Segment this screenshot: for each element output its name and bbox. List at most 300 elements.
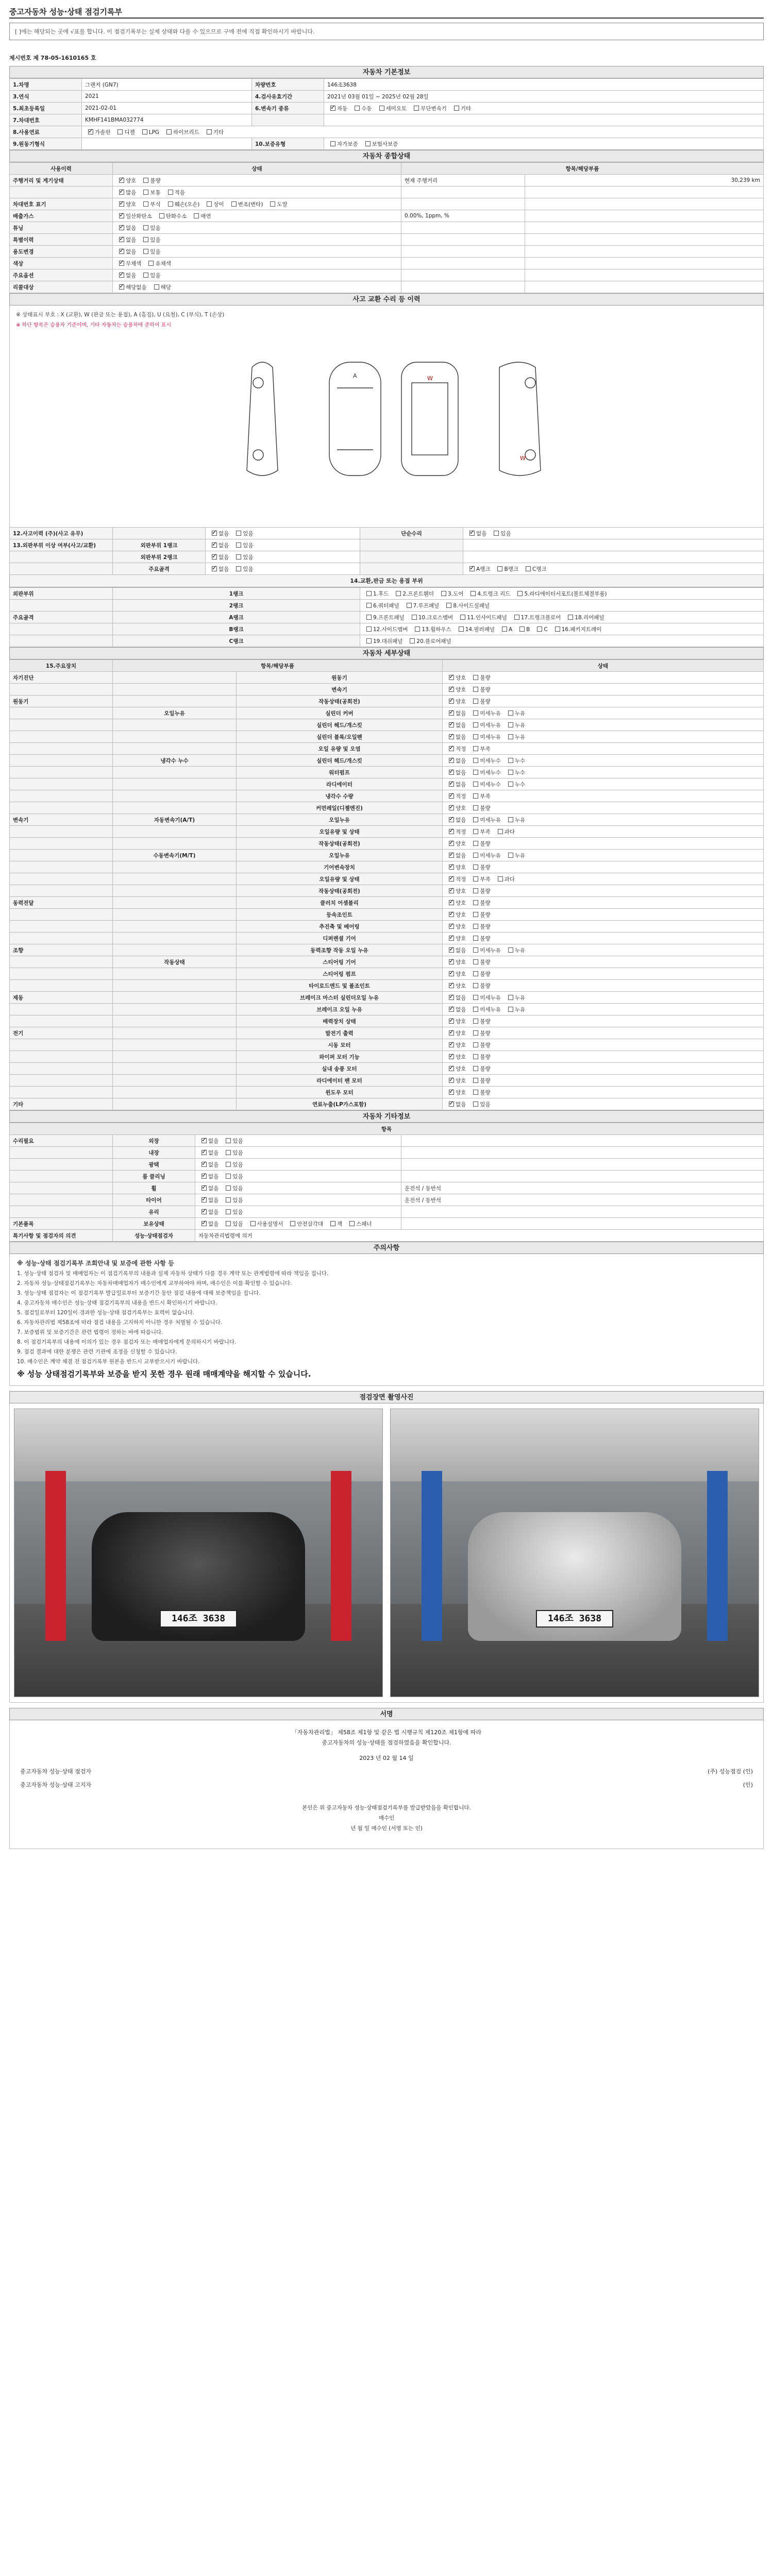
general-detail (401, 234, 525, 246)
checkbox[interactable] (473, 1007, 478, 1012)
option-label: 과다 (504, 828, 515, 835)
checkbox[interactable] (473, 947, 478, 953)
checkbox[interactable] (366, 591, 372, 596)
checkbox[interactable] (449, 947, 454, 953)
detail-item: 스티어링 기어 (237, 956, 443, 968)
checkbox[interactable] (568, 615, 573, 620)
checkbox[interactable] (460, 615, 465, 620)
option-label: 부식 (150, 201, 161, 208)
checkbox[interactable] (449, 888, 454, 893)
option-label: 양호 (456, 1077, 466, 1084)
detail-item: 배력장치 상태 (237, 1015, 443, 1027)
checkbox[interactable] (236, 531, 241, 536)
checkbox[interactable] (449, 1101, 454, 1107)
checkbox[interactable] (514, 615, 519, 620)
checkbox[interactable] (168, 201, 173, 207)
checkbox[interactable] (473, 1090, 478, 1095)
checkbox[interactable] (119, 249, 124, 254)
checkbox[interactable] (449, 841, 454, 846)
option-label: 양호 (456, 1042, 466, 1048)
basic-label-1: 9.원동기형식 (10, 138, 82, 150)
detail-row (10, 1063, 764, 1075)
detail-row (10, 1075, 764, 1087)
checkbox[interactable] (473, 841, 478, 846)
checkbox[interactable] (449, 817, 454, 822)
detail-row (10, 968, 764, 980)
parts-group: 주요골격 (10, 612, 113, 623)
checkbox[interactable] (143, 249, 148, 254)
car-outline-diagram (231, 352, 561, 486)
detail-options (443, 1075, 764, 1087)
checkbox[interactable] (166, 129, 172, 134)
checkbox[interactable] (201, 1209, 207, 1214)
detail-sub (113, 897, 237, 909)
checkbox[interactable] (473, 1101, 478, 1107)
sign-notifier-name[interactable]: (인) (743, 1782, 753, 1788)
detail-options (443, 684, 764, 696)
option-label: 많음 (126, 189, 137, 196)
checkbox[interactable] (119, 178, 124, 183)
checkbox[interactable] (119, 190, 124, 195)
checkbox[interactable] (519, 626, 525, 632)
checkbox[interactable] (148, 261, 154, 266)
checkbox[interactable] (449, 995, 454, 1000)
detail-item: 와이퍼 모터 기능 (237, 1051, 443, 1063)
option-label: 없음 (208, 1138, 219, 1144)
checkbox[interactable] (497, 566, 502, 571)
checkbox[interactable] (226, 1209, 231, 1214)
checkbox[interactable] (212, 554, 217, 560)
checkbox[interactable] (379, 106, 384, 111)
detail-sub (113, 1015, 237, 1027)
sign-line-5[interactable]: 년 월 일 매수인 (서명 또는 인) (350, 1825, 423, 1832)
detail-item: 윈도우 모터 (237, 1087, 443, 1098)
option-label: 매연 (200, 213, 211, 219)
checkbox[interactable] (454, 106, 459, 111)
option-label: 스패너 (356, 1221, 372, 1227)
special-notes-inspector: 성능·상태점검자 (113, 1230, 195, 1242)
parts-row (10, 635, 764, 647)
option-label: 누유 (514, 852, 526, 859)
checkbox[interactable] (473, 722, 478, 727)
sign-inspector-name[interactable]: (주) 성능점검 (인) (708, 1768, 753, 1775)
checkbox[interactable] (473, 1066, 478, 1071)
checkbox[interactable] (366, 603, 372, 608)
checkbox[interactable] (473, 888, 478, 893)
damage-sub: 외판부위 2랭크 (113, 551, 206, 563)
checkbox[interactable] (226, 1138, 231, 1143)
checkbox[interactable] (473, 699, 478, 704)
checkbox[interactable] (473, 1078, 478, 1083)
checkbox[interactable] (415, 626, 420, 632)
checkbox[interactable] (449, 770, 454, 775)
checkbox[interactable] (449, 1090, 454, 1095)
checkbox[interactable] (449, 805, 454, 810)
checkbox[interactable] (469, 566, 475, 571)
parts-row (10, 600, 764, 612)
checkbox[interactable] (207, 129, 212, 134)
checkbox[interactable] (473, 710, 478, 716)
checkbox[interactable] (526, 566, 531, 571)
checkbox[interactable] (473, 770, 478, 775)
checkbox[interactable] (449, 1007, 454, 1012)
checkbox[interactable] (143, 273, 148, 278)
checkbox[interactable] (449, 912, 454, 917)
damage-r-label (360, 551, 463, 563)
detail-item: 오일유량 및 상태 (237, 826, 443, 838)
checkbox[interactable] (154, 284, 159, 290)
header-detail-item: 항목/해당부품 (113, 660, 443, 672)
checkbox[interactable] (201, 1185, 207, 1191)
checkbox[interactable] (441, 591, 446, 596)
option-label: 누수 (514, 769, 526, 776)
checkbox[interactable] (469, 531, 475, 536)
checkbox[interactable] (508, 853, 513, 858)
detail-item: 오일누유 (237, 850, 443, 861)
checkbox[interactable] (473, 1019, 478, 1024)
option-label: 11.인사이드패널 (467, 614, 507, 621)
checkbox[interactable] (473, 995, 478, 1000)
checkbox[interactable] (412, 615, 417, 620)
checkbox[interactable] (355, 106, 360, 111)
checkbox[interactable] (508, 734, 513, 739)
checkbox[interactable] (473, 1030, 478, 1036)
checkbox[interactable] (473, 900, 478, 905)
detail-item: 추진축 및 베어링 (237, 921, 443, 933)
checkbox[interactable] (473, 971, 478, 976)
checkbox[interactable] (201, 1150, 207, 1155)
checkbox[interactable] (473, 793, 478, 799)
checkbox[interactable] (212, 531, 217, 536)
checkbox[interactable] (449, 971, 454, 976)
checkbox[interactable] (207, 201, 212, 207)
accident-history-table (9, 527, 764, 575)
checkbox[interactable] (449, 734, 454, 739)
general-detail (401, 198, 525, 210)
general-options (113, 210, 401, 222)
checkbox[interactable] (473, 687, 478, 692)
detail-sub (113, 1098, 237, 1110)
checkbox[interactable] (449, 829, 454, 834)
detail-group: 전기 (10, 1027, 113, 1039)
checkbox[interactable] (226, 1174, 231, 1179)
checkbox[interactable] (449, 1030, 454, 1036)
checkbox[interactable] (446, 603, 451, 608)
damage-row (10, 539, 764, 551)
checkbox[interactable] (159, 213, 164, 218)
option-label: 있음 (232, 1149, 243, 1156)
checkbox[interactable] (508, 995, 513, 1000)
checkbox[interactable] (449, 793, 454, 799)
checkbox[interactable] (290, 1221, 295, 1226)
checkbox[interactable] (449, 782, 454, 787)
checkbox[interactable] (226, 1197, 231, 1202)
detail-row (10, 885, 764, 897)
checkbox[interactable] (119, 261, 124, 266)
detail-item: 원동기 (237, 672, 443, 684)
detail-group (10, 921, 113, 933)
checkbox[interactable] (473, 817, 478, 822)
checkbox[interactable] (555, 626, 560, 632)
checkbox[interactable] (201, 1197, 207, 1202)
option-label: 적정 (456, 793, 466, 800)
notes-head: ※ 성능·상태 점검기록부 조회안내 및 보증에 관한 사항 등 (17, 1260, 174, 1267)
checkbox[interactable] (498, 829, 503, 834)
detail-options (443, 980, 764, 992)
notice-box: [ ]에는 해당되는 곳에 √표를 합니다. 이 점검기록부는 실제 상태와 다를 수 있으므로 구매 전에 직접 확인하시기 바랍니다. (9, 23, 764, 40)
checkbox[interactable] (231, 201, 237, 207)
checkbox[interactable] (201, 1162, 207, 1167)
option-label: 불량 (480, 805, 491, 811)
checkbox[interactable] (459, 626, 464, 632)
checkbox[interactable] (349, 1221, 355, 1226)
detail-group: 자기진단 (10, 672, 113, 684)
checkbox[interactable] (473, 865, 478, 870)
checkbox[interactable] (449, 722, 454, 727)
checkbox[interactable] (201, 1174, 207, 1179)
fuel-options (82, 126, 764, 138)
general-value (525, 246, 764, 258)
general-value (525, 187, 764, 198)
general-options (113, 258, 401, 269)
checkbox[interactable] (449, 699, 454, 704)
checkbox[interactable] (143, 178, 148, 183)
general-row (10, 281, 764, 293)
general-value: 30,239 km (525, 175, 764, 187)
detail-row (10, 814, 764, 826)
checkbox[interactable] (508, 817, 513, 822)
checkbox[interactable] (473, 983, 478, 988)
checkbox[interactable] (201, 1138, 207, 1143)
detail-options (443, 897, 764, 909)
option-label: 양호 (456, 1054, 466, 1060)
checkbox[interactable] (449, 675, 454, 680)
document-title: 중고자동차 성능·상태 점검기록부 (9, 7, 123, 16)
checkbox[interactable] (517, 591, 523, 596)
sign-line-1: 「자동차관리법」 제58조 제1항 및 같은 법 시행규칙 제120조 제1항에 따라 (291, 1729, 482, 1736)
checkbox[interactable] (473, 912, 478, 917)
general-label (10, 187, 113, 198)
checkbox[interactable] (226, 1150, 231, 1155)
checkbox[interactable] (449, 1019, 454, 1024)
detail-options (443, 696, 764, 707)
option-label: 불량 (480, 923, 491, 930)
checkbox[interactable] (143, 225, 148, 230)
option-label: 없음 (219, 554, 229, 561)
checkbox[interactable] (473, 734, 478, 739)
checkbox[interactable] (143, 237, 148, 242)
option-label: 누수 (514, 781, 526, 788)
checkbox[interactable] (119, 284, 124, 290)
checkbox[interactable] (449, 710, 454, 716)
detail-group (10, 767, 113, 778)
checkbox[interactable] (449, 900, 454, 905)
detail-options (443, 826, 764, 838)
checkbox[interactable] (508, 758, 513, 763)
checkbox[interactable] (473, 805, 478, 810)
option-label: 자동 (337, 105, 348, 112)
checkbox[interactable] (508, 722, 513, 727)
general-detail (401, 281, 525, 293)
checkbox[interactable] (407, 603, 412, 608)
checkbox[interactable] (473, 876, 478, 882)
checkbox[interactable] (212, 543, 217, 548)
checkbox[interactable] (143, 190, 148, 195)
general-options (113, 269, 401, 281)
checkbox[interactable] (473, 758, 478, 763)
checkbox[interactable] (142, 129, 147, 134)
checkbox[interactable] (494, 531, 499, 536)
other-row (10, 1194, 764, 1206)
checkbox[interactable] (88, 129, 93, 134)
detail-sub (113, 802, 237, 814)
option-label: 미세누유 (480, 947, 501, 954)
option-label: 불량 (480, 911, 491, 918)
detail-options (443, 944, 764, 956)
option-label: 양호 (456, 971, 466, 977)
checkbox[interactable] (470, 591, 476, 596)
checkbox[interactable] (410, 638, 415, 643)
checkbox[interactable] (449, 983, 454, 988)
checkbox[interactable] (502, 626, 507, 632)
checkbox[interactable] (212, 566, 217, 571)
checkbox[interactable] (449, 746, 454, 751)
option-label: 부족 (480, 828, 491, 835)
checkbox[interactable] (473, 1042, 478, 1047)
checkbox[interactable] (366, 626, 372, 632)
checkbox[interactable] (508, 1007, 513, 1012)
checkbox[interactable] (473, 924, 478, 929)
special-notes-value: 자동차관리법령에 의거 (195, 1230, 764, 1242)
checkbox[interactable] (508, 770, 513, 775)
other-extra (401, 1171, 764, 1182)
checkbox[interactable] (236, 566, 241, 571)
damage-r-options (463, 563, 764, 575)
detail-row (10, 684, 764, 696)
basic-label-1: 3.연식 (10, 91, 82, 103)
checkbox[interactable] (449, 1042, 454, 1047)
checkbox[interactable] (226, 1221, 231, 1226)
checkbox[interactable] (473, 746, 478, 751)
option-label: 17.트렁크플로어 (520, 614, 561, 621)
checkbox[interactable] (449, 853, 454, 858)
parts-items (360, 635, 764, 647)
checkbox[interactable] (226, 1162, 231, 1167)
option-label: 미세누유 (480, 710, 501, 717)
option-label: 불량 (480, 674, 491, 681)
checkbox[interactable] (449, 1066, 454, 1071)
checkbox[interactable] (236, 554, 241, 560)
svg-text:A: A (353, 372, 357, 379)
option-label: 자가보증 (337, 141, 358, 147)
general-options (113, 281, 401, 293)
basic-value-1: KMHF141BMA032774 (82, 114, 252, 126)
checkbox[interactable] (201, 1221, 207, 1226)
detail-row (10, 707, 764, 719)
checkbox[interactable] (449, 876, 454, 882)
notes-line: 2. 자동차 성능·상태점검기록부는 자동차매매업자가 매수인에게 교부하여야 하며, 매수인은 이를 확인할 수 있습니다. (17, 1280, 292, 1286)
general-options (113, 246, 401, 258)
damage-r-options (463, 528, 764, 539)
checkbox[interactable] (414, 106, 419, 111)
checkbox[interactable] (143, 201, 148, 207)
detail-item: 실린더 헤드/개스킷 (237, 755, 443, 767)
checkbox[interactable] (330, 1221, 335, 1226)
detail-options (443, 1051, 764, 1063)
checkbox[interactable] (449, 758, 454, 763)
detail-sub (113, 743, 237, 755)
damage-r-label (360, 539, 463, 551)
checkbox[interactable] (119, 273, 124, 278)
checkbox[interactable] (508, 782, 513, 787)
checkbox[interactable] (473, 829, 478, 834)
checkbox[interactable] (330, 141, 335, 146)
checkbox[interactable] (366, 638, 372, 643)
general-row (10, 187, 764, 198)
option-label: 미세누유 (480, 722, 501, 728)
checkbox[interactable] (473, 1054, 478, 1059)
checkbox[interactable] (366, 615, 372, 620)
checkbox[interactable] (365, 141, 371, 146)
checkbox[interactable] (119, 225, 124, 230)
checkbox[interactable] (168, 190, 173, 195)
checkbox[interactable] (498, 876, 503, 882)
option-label: 양호 (456, 1089, 466, 1096)
option-label: 적정 (456, 745, 466, 752)
checkbox[interactable] (537, 626, 542, 632)
checkbox[interactable] (473, 675, 478, 680)
checkbox[interactable] (117, 129, 123, 134)
checkbox[interactable] (508, 710, 513, 716)
checkbox[interactable] (449, 959, 454, 964)
checkbox[interactable] (473, 782, 478, 787)
checkbox[interactable] (473, 936, 478, 941)
checkbox[interactable] (473, 959, 478, 964)
checkbox[interactable] (330, 106, 335, 111)
option-label: A랭크 (476, 566, 491, 572)
checkbox[interactable] (119, 201, 124, 207)
checkbox[interactable] (119, 213, 124, 218)
checkbox[interactable] (194, 213, 199, 218)
option-label: 미세누유 (480, 1006, 501, 1013)
detail-sub (113, 672, 237, 684)
section-basic-title: 자동차 기본정보 (9, 66, 764, 78)
checkbox[interactable] (449, 687, 454, 692)
basic-row (10, 103, 764, 114)
checkbox[interactable] (449, 924, 454, 929)
checkbox[interactable] (270, 201, 275, 207)
detail-row (10, 767, 764, 778)
general-row (10, 175, 764, 187)
other-row (10, 1171, 764, 1182)
checkbox[interactable] (449, 865, 454, 870)
checkbox[interactable] (449, 1054, 454, 1059)
checkbox[interactable] (226, 1185, 231, 1191)
option-label: 양호 (456, 674, 466, 681)
checkbox[interactable] (508, 947, 513, 953)
checkbox[interactable] (236, 543, 241, 548)
checkbox[interactable] (396, 591, 401, 596)
checkbox[interactable] (449, 936, 454, 941)
damage-sub: 주요골격 (113, 563, 206, 575)
checkbox[interactable] (473, 853, 478, 858)
checkbox[interactable] (449, 1078, 454, 1083)
checkbox[interactable] (119, 237, 124, 242)
detail-group (10, 1087, 113, 1098)
general-options (113, 175, 401, 187)
other-group (10, 1182, 113, 1194)
checkbox[interactable] (250, 1221, 256, 1226)
